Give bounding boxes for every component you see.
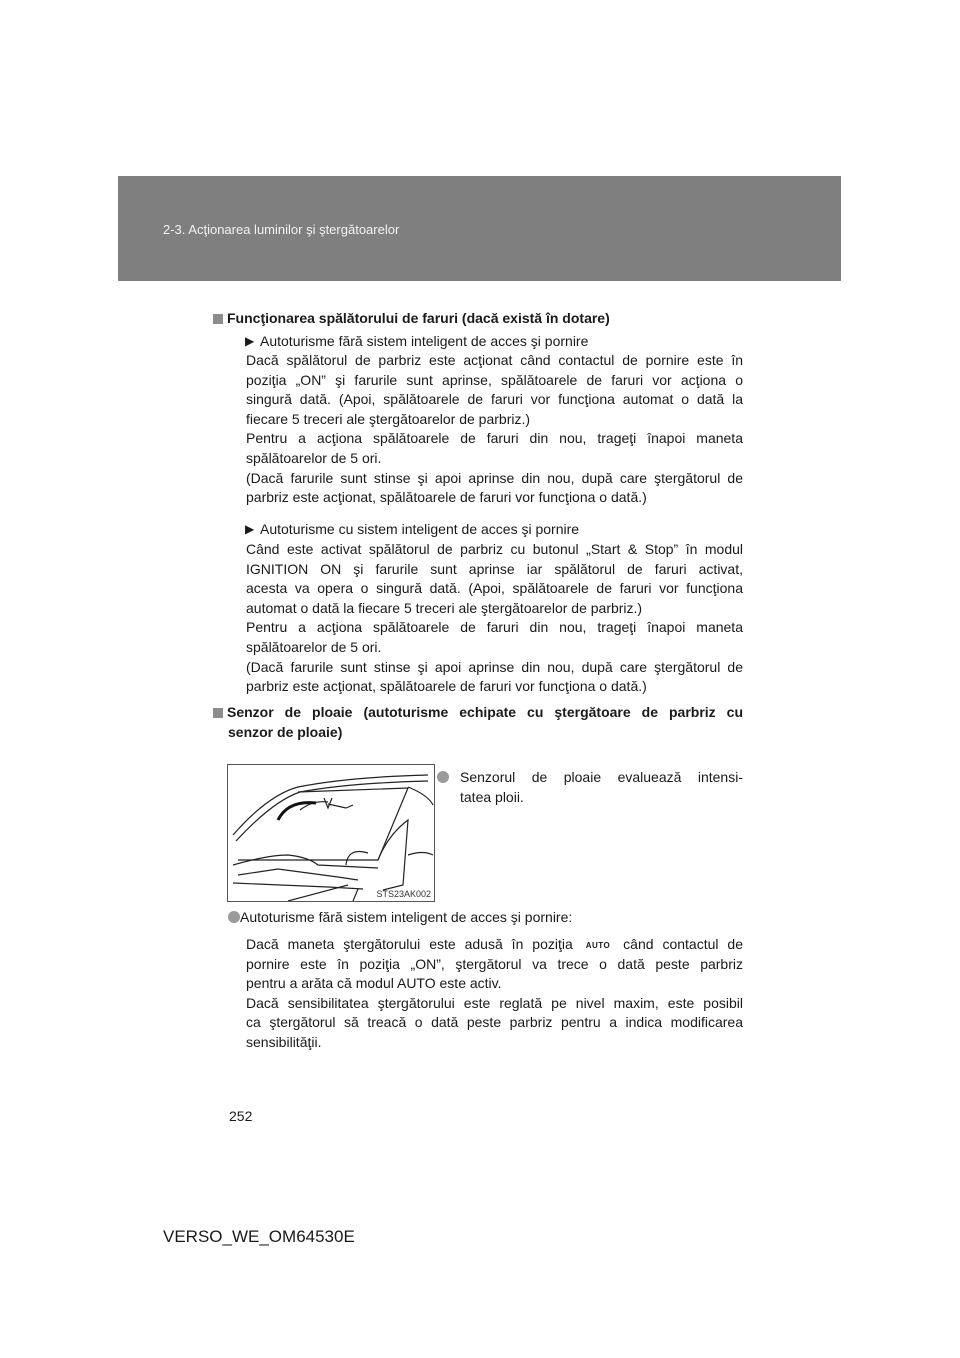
circle-bullet-icon (228, 911, 240, 923)
windshield-drawing (228, 765, 434, 901)
paragraph-line: IGNITION ON şi farurile sunt aprinse iar spălătorul de faruri activat, (246, 560, 743, 577)
bullet-rain-sensor (460, 768, 743, 807)
bullet-text: Autoturisme fără sistem inteligent de acces şi pornire: (240, 909, 573, 925)
section-header-band (118, 176, 841, 281)
paragraph-line: (Dacă farurile sunt stinse şi apoi aprinse din nou, după care ştergătorul de (246, 469, 743, 486)
paragraph-line (246, 935, 743, 955)
heading-line: Senzor de ploaie (autoturisme echipate cu ştergătoare de parbriz cu (227, 704, 743, 720)
paragraph-line: singură dată. (Apoi, spălătoarele de faruri vor funcţiona automat o dată la (246, 391, 743, 408)
bullet-line: tatea ploii. (460, 788, 524, 805)
paragraph-line: parbriz este acţionat, spălătoarele de faruri vor funcţiona o dată.) (246, 678, 647, 695)
line-part: Dacă maneta ştergătorului este adusă în poziţia (246, 936, 573, 952)
bullet-without-smart-key (240, 908, 572, 928)
paragraph-line: ca ştergătorul să treacă o dată peste parbriz pentru a indica modificarea (246, 1014, 743, 1031)
rain-sensor-illustration (227, 764, 435, 902)
paragraph-line: spălătoarelor de 5 ori. (246, 638, 382, 655)
paragraph-line: pornire este în poziţia „ON”, ştergătorul va trece o dată peste parbriz (246, 955, 743, 972)
bullet-line: Senzorul de ploaie evaluează intensi- (460, 769, 743, 785)
paragraph-line: pentru a arăta că modul AUTO este activ. (246, 975, 502, 992)
paragraph-line: (Dacă farurile sunt stinse şi apoi aprinse din nou, după care ştergătorul de (246, 658, 743, 675)
triangle-bullet-icon: ▶ (245, 522, 255, 536)
paragraph-without-smart-key (246, 351, 743, 508)
paragraph-line: Dacă sensibilitatea ştergătorului este reglată pe nivel maxim, este posibil (246, 994, 743, 1011)
heading-text: Funcţionarea spălătorului de faruri (dacă există în dotare) (227, 310, 610, 326)
paragraph-with-smart-key (246, 540, 743, 697)
square-bullet-icon (213, 708, 223, 718)
paragraph-line: parbriz este acţionat, spălătoarele de faruri vor funcţiona o dată.) (246, 489, 647, 506)
square-bullet-icon (213, 314, 223, 324)
heading-headlight-washer (213, 309, 610, 329)
paragraph-lines (246, 955, 743, 1053)
paragraph-line: poziţia „ON” şi farurile sunt aprinse, spălătoarele de faruri vor acţiona o (246, 371, 743, 388)
paragraph-line: Dacă spălătorul de parbriz este acţionat când contactul de pornire este în (246, 352, 743, 368)
paragraph-line: fiecare 5 treceri ale ştergătoarelor de parbriz.) (246, 410, 531, 427)
heading-rain-sensor (213, 703, 743, 742)
triangle-bullet-icon: ▶ (245, 334, 255, 348)
circle-bullet-icon (437, 771, 449, 783)
page-number: 252 (229, 1108, 253, 1124)
auto-mode-icon: AUTO (585, 941, 611, 950)
paragraph-line: Când este activat spălătorul de parbriz cu butonul „Start & Stop” în modul (246, 541, 743, 557)
paragraph-line: spălătoarelor de 5 ori. (246, 449, 382, 466)
paragraph-line: acesta va opera o singură dată. (Apoi, spălătoarele de faruri vor funcţiona (246, 580, 743, 597)
paragraph-line: automat o dată la fiecare 5 treceri ale ştergătoarelor de parbriz.) (246, 599, 643, 616)
document-code: VERSO_WE_OM64530E (163, 1227, 355, 1246)
subheading-text: Autoturisme fără sistem inteligent de acces şi pornire (260, 333, 589, 349)
line-part: când contactul de (623, 936, 744, 952)
figure-code: STS23AK002 (376, 889, 431, 899)
paragraph-line: Pentru a acţiona spălătoarele de faruri din nou, trageţi înapoi maneta (246, 430, 743, 447)
subheading-with-smart-key (245, 520, 580, 540)
subheading-without-smart-key (245, 332, 589, 352)
heading-line: senzor de ploaie) (228, 723, 343, 740)
section-title: 2-3. Acţionarea luminilor şi ştergătoarelor (163, 222, 400, 237)
paragraph-line: sensibilităţii. (246, 1033, 322, 1050)
paragraph-auto-mode (246, 935, 743, 1053)
subheading-text: Autoturisme cu sistem inteligent de acces şi pornire (260, 521, 580, 537)
paragraph-line: Pentru a acţiona spălătoarele de faruri din nou, trageţi înapoi maneta (246, 619, 743, 636)
